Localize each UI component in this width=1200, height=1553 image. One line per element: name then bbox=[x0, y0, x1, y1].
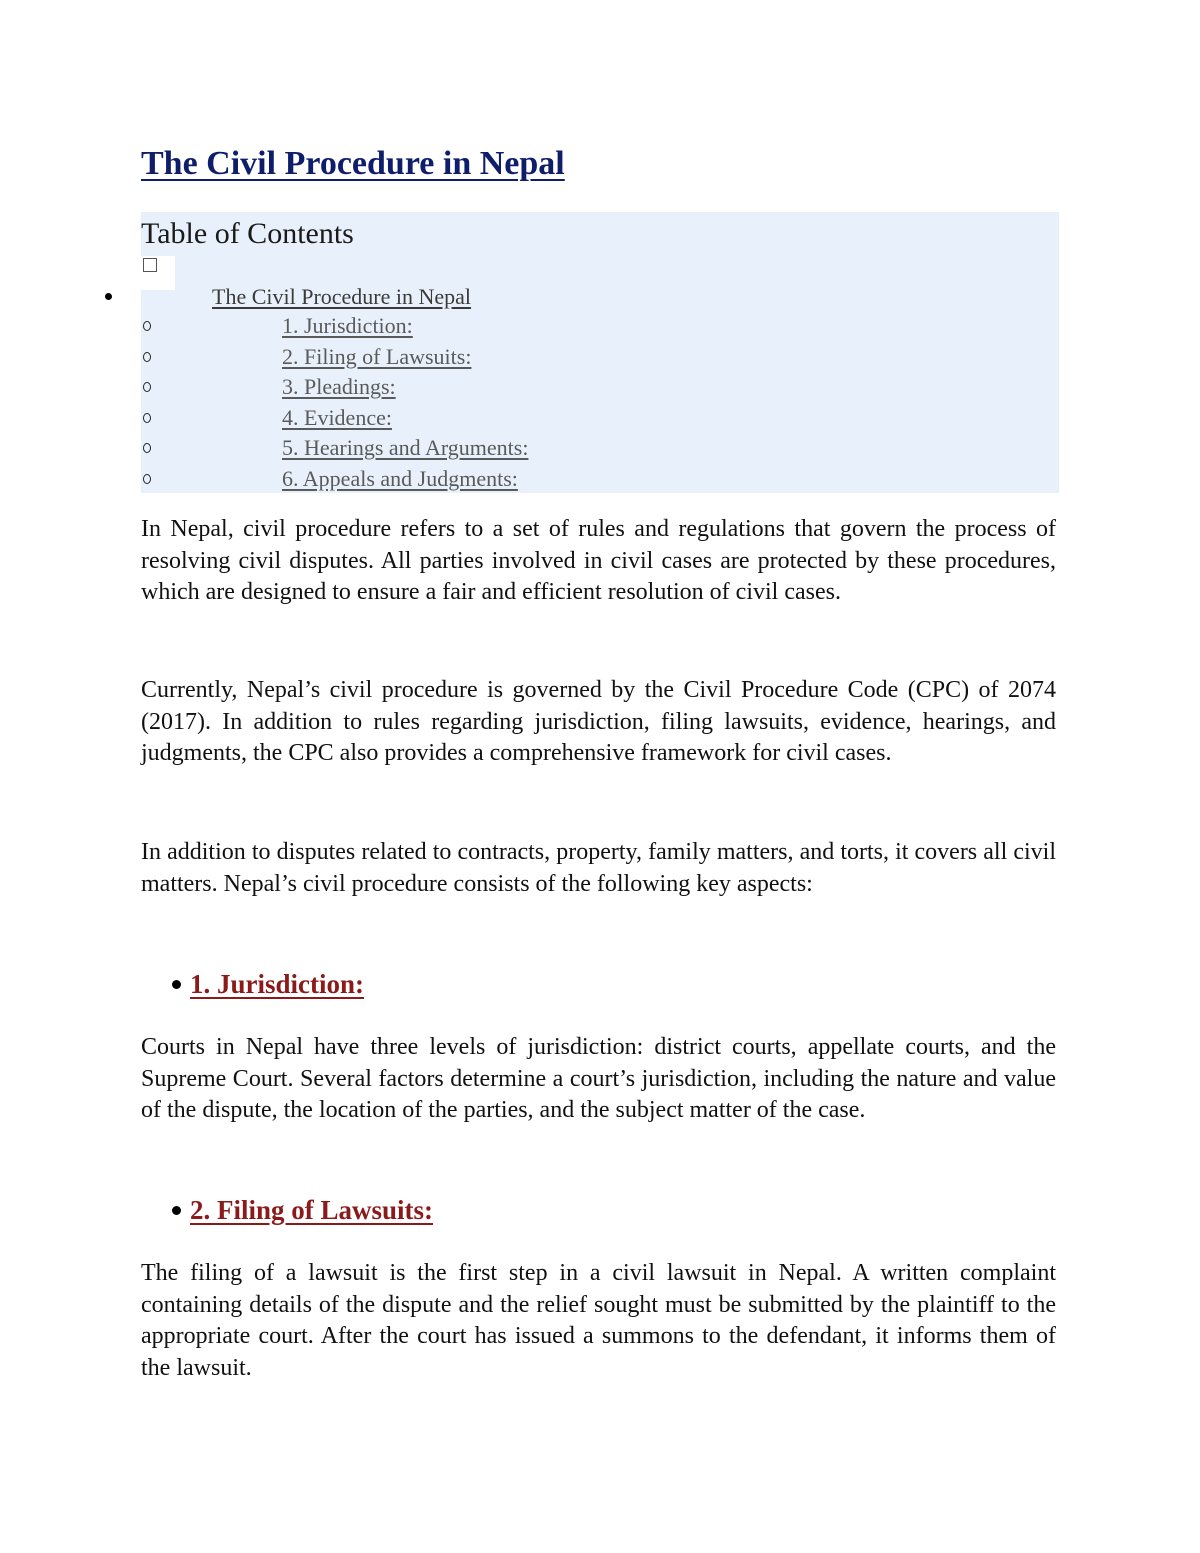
section-heading-link[interactable]: 1. Jurisdiction: bbox=[190, 969, 365, 999]
toc-link-filing-of-lawsuits[interactable]: 2. Filing of Lawsuits: bbox=[282, 344, 472, 369]
bullet-disc-icon bbox=[105, 293, 112, 300]
checkbox-icon[interactable] bbox=[143, 258, 157, 272]
bullet-disc-icon bbox=[172, 1206, 181, 1215]
section-heading-link[interactable]: 2. Filing of Lawsuits: bbox=[190, 1195, 434, 1225]
toc-item bbox=[141, 464, 1059, 494]
bullet-circle-icon bbox=[143, 321, 151, 331]
section-paragraph: The filing of a lawsuit is the first step in a civil lawsuit in Nepal. A written complaint containing details of the dispute and the relief sought must be submitted by the plaintiff to the appropriate court. After the court has issued a summons to the defendant, it informs them of the lawsuit. bbox=[141, 1260, 1056, 1381]
bullet-circle-icon bbox=[143, 413, 151, 423]
toc-link-pleadings[interactable]: 3. Pleadings: bbox=[282, 374, 396, 399]
toc-link-appeals-and-judgments[interactable]: 6. Appeals and Judgments: bbox=[282, 466, 518, 491]
toc-link-evidence[interactable]: 4. Evidence: bbox=[282, 405, 392, 430]
intro-paragraph: In Nepal, civil procedure refers to a set of rules and regulations that govern the process of resolving civil disputes. All parties involved in civil cases are protected by these procedures, which are designed to ensure a fair and efficient resolution of civil cases. bbox=[141, 516, 1056, 605]
toc-heading: Table of Contents bbox=[141, 217, 354, 250]
toc-link-jurisdiction[interactable]: 1. Jurisdiction: bbox=[282, 313, 413, 338]
page-title[interactable]: The Civil Procedure in Nepal bbox=[141, 145, 565, 182]
toc-link-hearings-and-arguments[interactable]: 5. Hearings and Arguments: bbox=[282, 435, 529, 460]
toc-item bbox=[141, 372, 1059, 402]
toc-item-main bbox=[141, 282, 1059, 312]
toc-link-main[interactable]: The Civil Procedure in Nepal bbox=[212, 284, 472, 309]
bullet-disc-icon bbox=[172, 980, 181, 989]
toc-item bbox=[141, 342, 1059, 372]
toc-item bbox=[141, 403, 1059, 433]
bullet-circle-icon bbox=[143, 474, 151, 484]
intro-paragraph: Currently, Nepal’s civil procedure is governed by the Civil Procedure Code (CPC) of 2074 (2017). In addition to rules regarding jurisdiction, filing lawsuits, evidence, hearings, and judgments, the CPC also provides a comprehensive framework for civil cases. bbox=[141, 677, 1056, 766]
intro-paragraph: In addition to disputes related to contracts, property, family matters, and torts, it covers all civil matters. Nepal’s civil procedure consists of the following key aspects: bbox=[141, 839, 1056, 897]
section-paragraph: Courts in Nepal have three levels of jurisdiction: district courts, appellate courts, and the Supreme Court. Several factors determine a court’s jurisdiction, including the nature and value of the dispute, the location of the parties, and the subject matter of the case. bbox=[141, 1034, 1056, 1123]
bullet-circle-icon bbox=[143, 352, 151, 362]
table-of-contents bbox=[141, 212, 1059, 493]
bullet-circle-icon bbox=[143, 443, 151, 453]
bullet-circle-icon bbox=[143, 382, 151, 392]
toc-item bbox=[141, 433, 1059, 463]
toc-item bbox=[141, 311, 1059, 341]
